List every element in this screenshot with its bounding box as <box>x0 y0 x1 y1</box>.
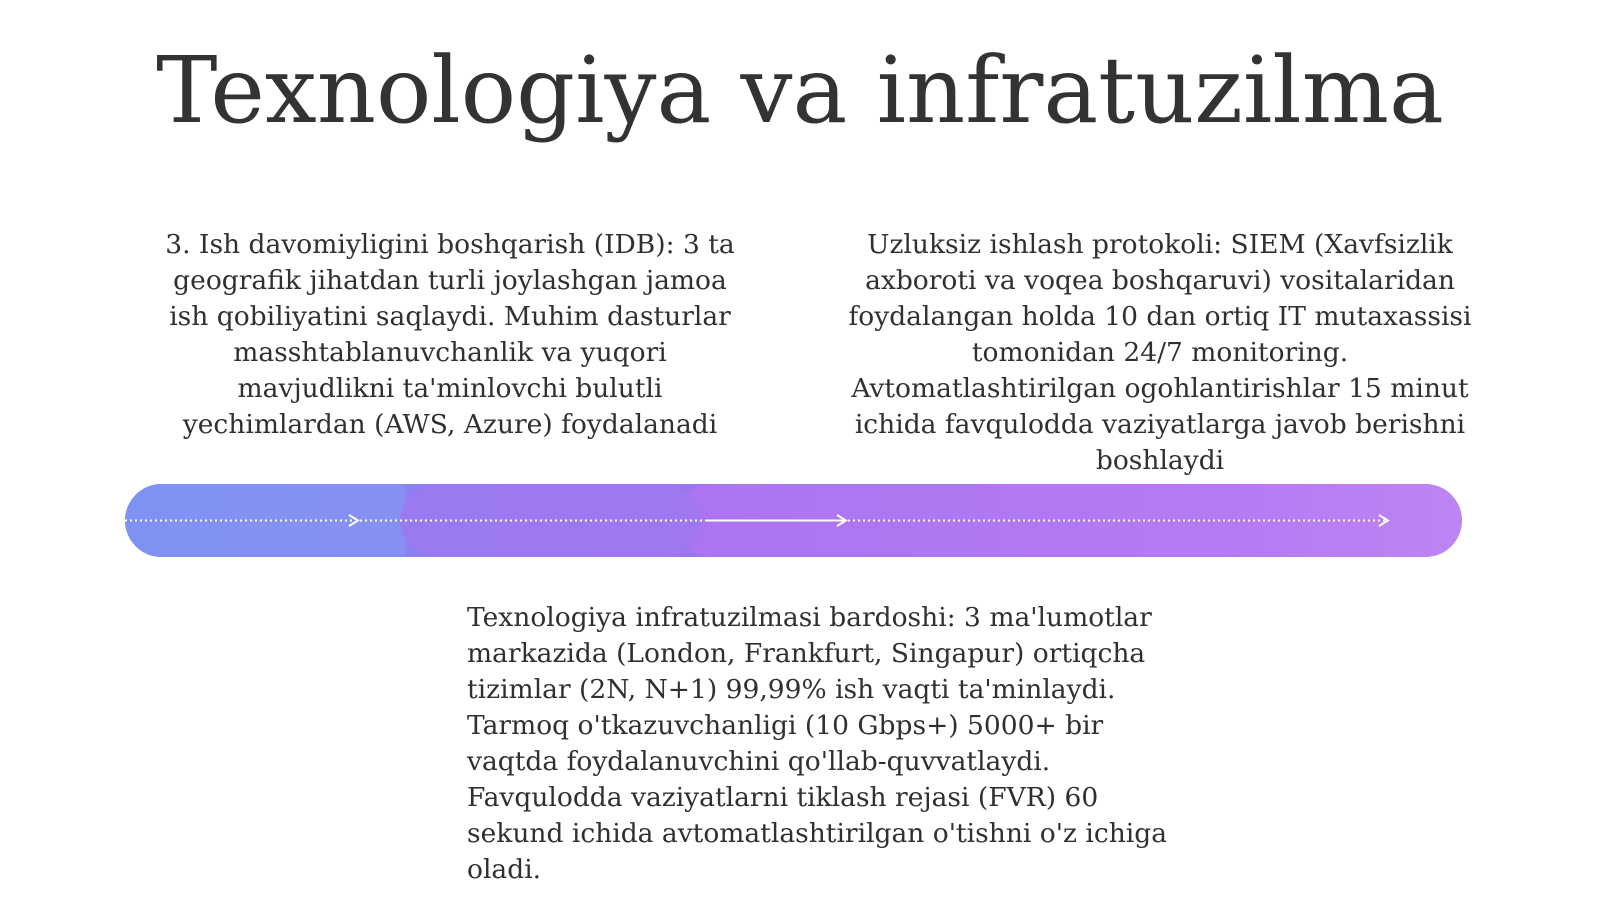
page-title: Texnologiya va infratuzilma <box>156 37 1444 144</box>
text-block-right: Uzluksiz ishlash protokoli: SIEM (Xavfsizlik axboroti va voqea boshqaruvi) vositalaridan foydalangan holda 10 dan ortiq IT mutaxassisi tomonidan 24/7 monitoring. Avtomatlashtirilgan ogohlantirishlar 15 minut ichida favqulodda vaziyatlarga javob berishni boshlaydi <box>848 229 1472 476</box>
timeline-bar <box>125 484 1462 557</box>
text-block-left: 3. Ish davomiyligini boshqarish (IDB): 3 ta geografik jihatdan turli joylashgan jamoa ish qobiliyatini saqlaydi. Muhim dasturlar masshtablanuvchanlik va yuqori mavjudlikni ta'minlovchi bulutli yechimlardan (AWS, Azure) foydalanadi <box>165 229 735 440</box>
timeline-arrows <box>125 484 1462 557</box>
text-block-bottom: Texnologiya infratuzilmasi bardoshi: 3 ma'lumotlar markazida (London, Frankfurt, Singapur) ortiqcha tizimlar (2N, N+1) 99,99% ish vaqti ta'minlaydi. Tarmoq o'tkazuvchanligi (10 Gbps+) 5000+ bir vaqtda foydalanuvchini qo'llab-quvvatlaydi. Favqulodda vaziyatlarni tiklash rejasi (FVR) 60 sekund ichida avtomatlashtirilgan o'tishni o'z ichiga oladi. <box>467 602 1168 885</box>
